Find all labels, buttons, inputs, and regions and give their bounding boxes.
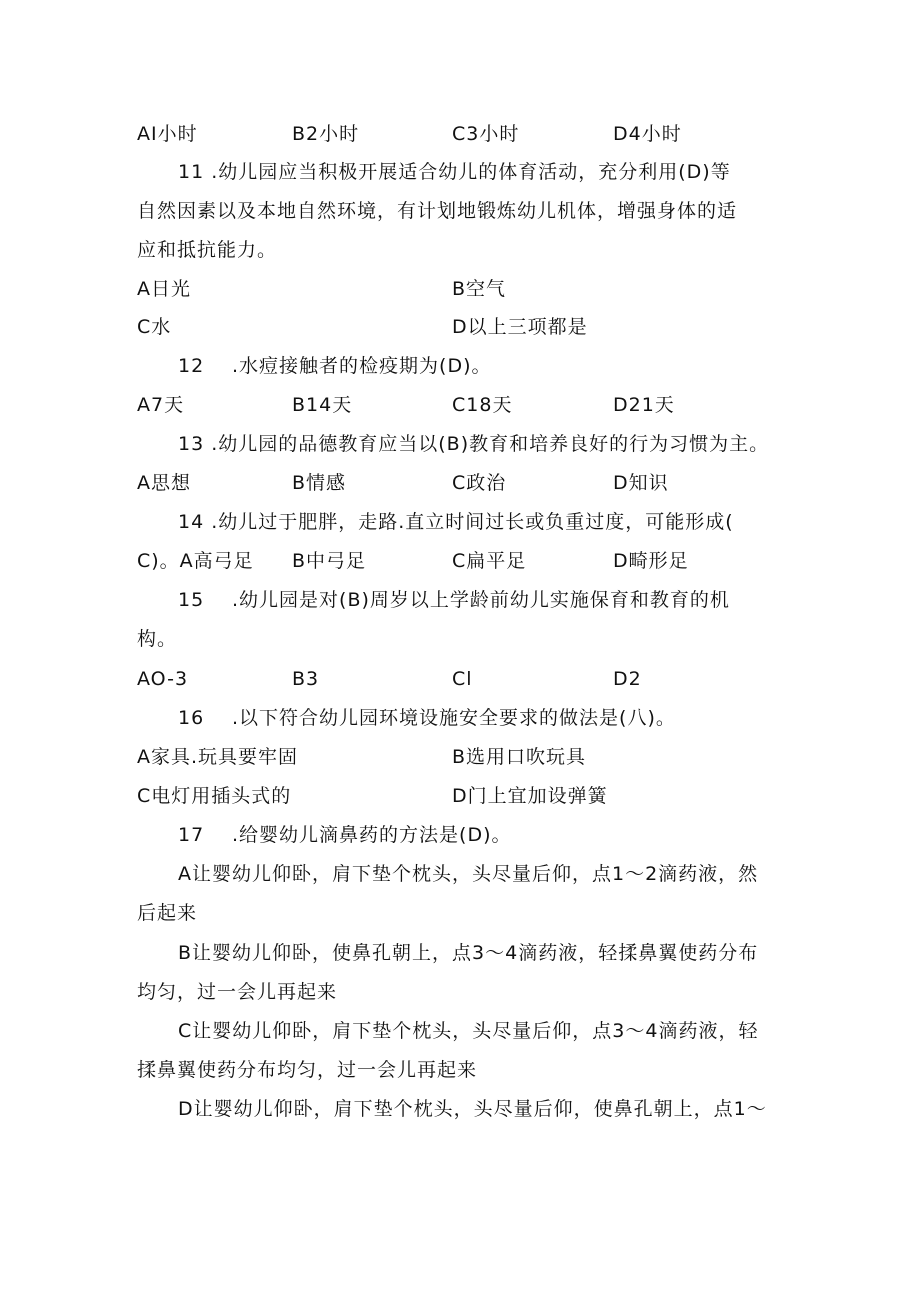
q15-number: 15: [178, 589, 205, 611]
q12-option-c: C18天: [452, 394, 513, 416]
q10-option-a: AI小时: [137, 123, 198, 145]
q15-option-c: Cl: [452, 668, 473, 690]
q12-option-a: A7天: [137, 394, 185, 416]
q11-option-b: B空气: [452, 278, 507, 300]
q10-option-c: C3小时: [452, 123, 520, 145]
q12-stem: .水痘接触者的检疫期为(D)。: [232, 355, 492, 377]
q11-line-2: 自然因素以及本地自然环境，有计划地锻炼幼儿机体，增强身体的适: [137, 200, 738, 222]
q17-option-d-line-1: D让婴幼儿仰卧，肩下垫个枕头，头尽量后仰，使鼻孔朝上，点1〜: [178, 1098, 767, 1120]
q14-line-1: 14 .幼儿过于肥胖，走路.直立时间过长或负重过度，可能形成(: [178, 511, 734, 533]
q17-option-b-line-1: B让婴幼儿仰卧，使鼻孔朝上，点3〜4滴药液，轻揉鼻翼使药分布: [178, 942, 759, 964]
q12-option-b: B14天: [292, 394, 353, 416]
q11-option-d: D以上三项都是: [452, 316, 588, 338]
q13-option-c: C政治: [452, 472, 507, 494]
q17-option-a-line-2: 后起来: [137, 902, 198, 924]
q11-line-3: 应和抵抗能力。: [137, 239, 278, 261]
q16-option-a: A家具.玩具要牢固: [137, 746, 299, 768]
q16-option-d: D门上宜加设弹簧: [452, 785, 608, 807]
q16-option-c: C电灯用插头式的: [137, 785, 292, 807]
q17-option-c-line-2: 揉鼻翼使药分布均匀，过一会儿再起来: [137, 1059, 478, 1081]
q15-option-a: AO-3: [137, 668, 189, 690]
q14-option-c: C扁平足: [452, 550, 527, 572]
q17-option-a-line-1: A让婴幼儿仰卧，肩下垫个枕头，头尽量后仰，点1〜2滴药液，然: [178, 863, 759, 885]
q13-option-b: B情感: [292, 472, 347, 494]
q17-option-b-line-2: 均匀，过一会儿再起来: [137, 981, 338, 1003]
q14-option-b: B中弓足: [292, 550, 367, 572]
q16-stem: .以下符合幼儿园环境设施安全要求的做法是(八)。: [232, 707, 676, 729]
q14-option-d: D畸形足: [613, 550, 689, 572]
q11-option-a: A日光: [137, 278, 191, 300]
q16-number: 16: [178, 707, 205, 729]
q17-option-c-line-1: C让婴幼儿仰卧，肩下垫个枕头，头尽量后仰，点3〜4滴药液，轻: [178, 1020, 759, 1042]
q15-stem: .幼儿园是对(B)周岁以上学龄前幼儿实施保育和教育的机: [232, 589, 730, 611]
q15-cont: 构。: [137, 628, 178, 650]
q10-option-d: D4小时: [613, 123, 682, 145]
q11-option-c: C水: [137, 316, 172, 338]
q17-stem: .给婴幼儿滴鼻药的方法是(D)。: [232, 824, 512, 846]
q13-line: 13 .幼儿园的品德教育应当以(B)教育和培养良好的行为习惯为主。: [178, 433, 770, 455]
q16-option-b: B选用口吹玩具: [452, 746, 587, 768]
q10-option-b: B2小时: [292, 123, 360, 145]
q17-number: 17: [178, 824, 205, 846]
q12-number: 12: [178, 355, 205, 377]
q13-option-d: D知识: [613, 472, 669, 494]
q14-line-2: C)。A高弓足: [137, 550, 254, 572]
q12-option-d: D21天: [613, 394, 675, 416]
q13-option-a: A思想: [137, 472, 191, 494]
q15-option-d: D2: [613, 668, 642, 690]
q11-line-1: 11 .幼儿园应当积极开展适合幼儿的体育活动，充分利用(D)等: [178, 161, 731, 183]
q15-option-b: B3: [292, 668, 320, 690]
